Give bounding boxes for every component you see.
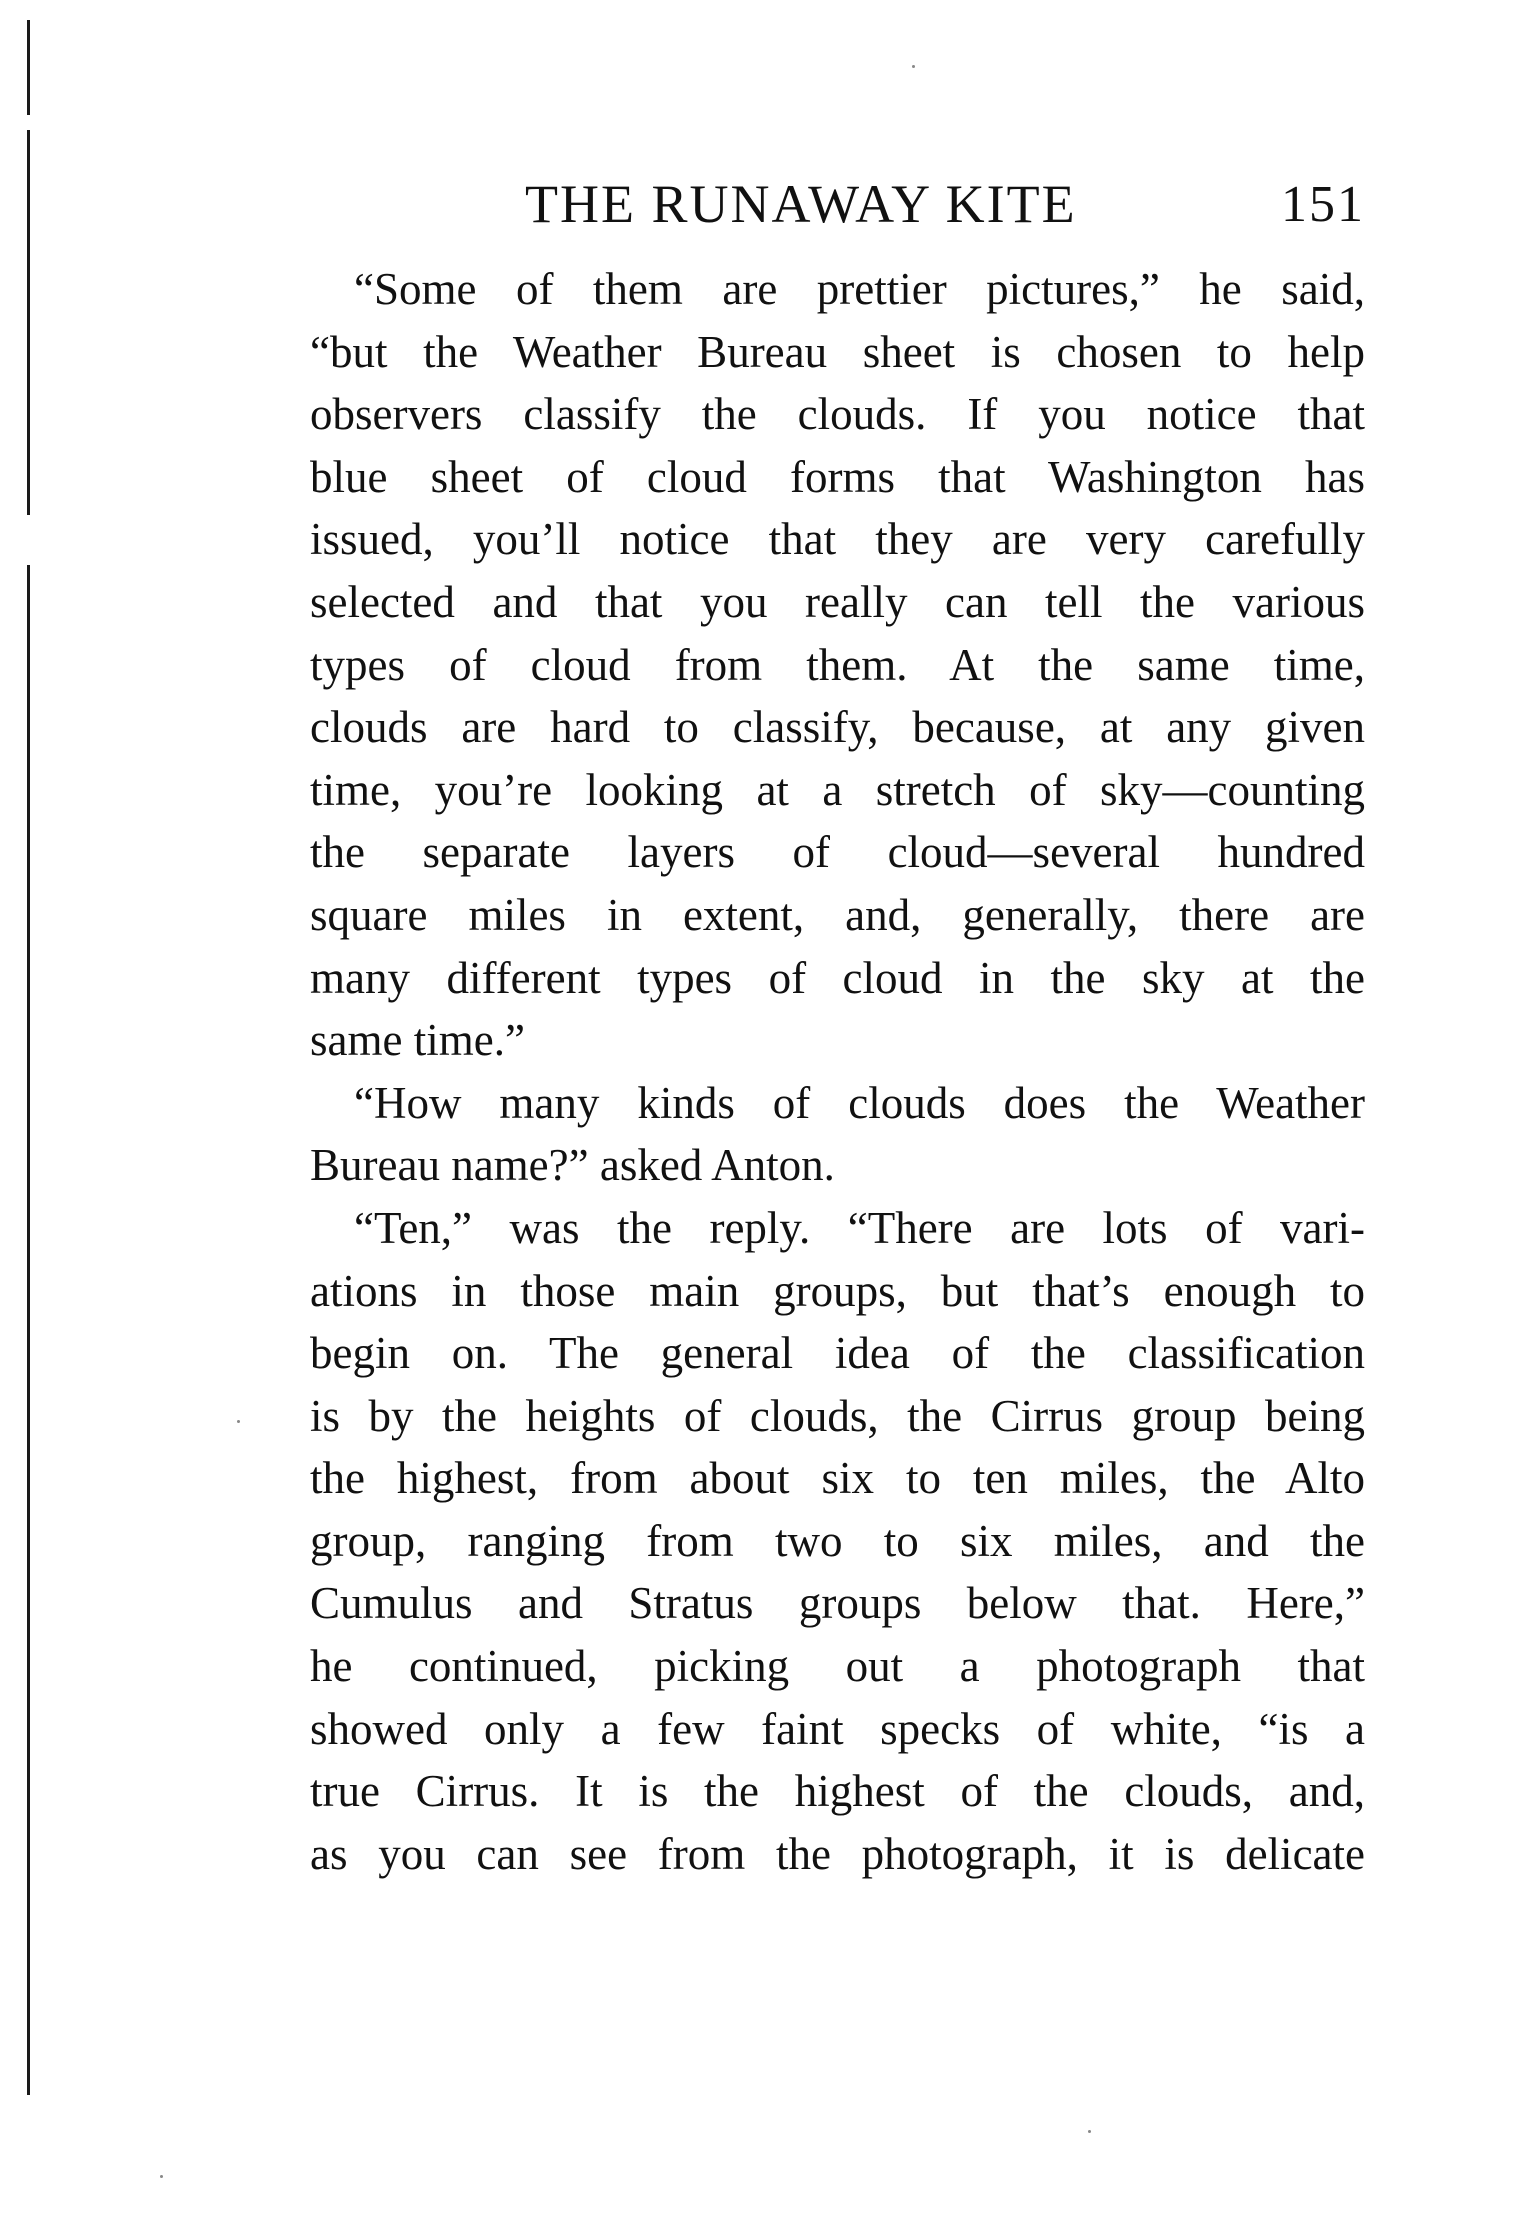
scan-speck	[912, 65, 915, 68]
text-line: issued, you’ll notice that they are very carefully	[310, 514, 1365, 565]
scan-speck	[1088, 2130, 1091, 2133]
page-number: 151	[1281, 176, 1365, 233]
text-line: as you can see from the photograph, it is delicate	[310, 1828, 1365, 1879]
text-line: he continued, picking out a photograph that	[310, 1641, 1365, 1692]
binding-edge-mark	[27, 20, 30, 115]
text-line: begin on. The general idea of the classification	[310, 1328, 1365, 1379]
text-line: time, you’re looking at a stretch of sky—counting	[310, 764, 1365, 815]
text-line: group, ranging from two to six miles, and the	[310, 1515, 1365, 1566]
text-line: showed only a few faint specks of white, “is a	[310, 1703, 1365, 1754]
text-line: “Some of them are prettier pictures,” he said,	[354, 264, 1365, 314]
text-line: blue sheet of cloud forms that Washington has	[310, 451, 1365, 502]
text-line: ations in those main groups, but that’s enough to	[310, 1265, 1365, 1316]
text-line: same time.”	[310, 1015, 525, 1066]
text-line: many different types of cloud in the sky at the	[310, 952, 1365, 1003]
binding-edge-mark	[27, 565, 30, 2095]
text-line: clouds are hard to classify, because, at any given	[310, 702, 1365, 753]
text-line: types of cloud from them. At the same time,	[310, 639, 1365, 690]
text-line: Bureau name?” asked Anton.	[310, 1140, 835, 1191]
text-line: observers classify the clouds. If you notice that	[310, 389, 1365, 440]
text-line: the separate layers of cloud—several hundred	[310, 827, 1365, 878]
text-line: is by the heights of clouds, the Cirrus group being	[310, 1390, 1365, 1441]
text-line: “but the Weather Bureau sheet is chosen to help	[310, 326, 1365, 377]
scan-speck	[160, 2175, 163, 2178]
running-head	[310, 173, 1365, 243]
text-line: selected and that you really can tell the various	[310, 576, 1365, 627]
text-line: true Cirrus. It is the highest of the clouds, and,	[310, 1766, 1365, 1817]
body-text	[310, 258, 1365, 1885]
text-line: square miles in extent, and, generally, there are	[310, 889, 1365, 940]
text-line: the highest, from about six to ten miles, the Alto	[310, 1453, 1365, 1504]
running-title: THE RUNAWAY KITE	[525, 174, 1077, 234]
text-line: “How many kinds of clouds does the Weather	[354, 1077, 1365, 1128]
scan-speck	[237, 1420, 240, 1423]
text-line: Cumulus and Stratus groups below that. Here,”	[310, 1578, 1365, 1629]
text-line: “Ten,” was the reply. “There are lots of vari-	[354, 1202, 1365, 1253]
binding-edge-mark	[27, 130, 30, 515]
